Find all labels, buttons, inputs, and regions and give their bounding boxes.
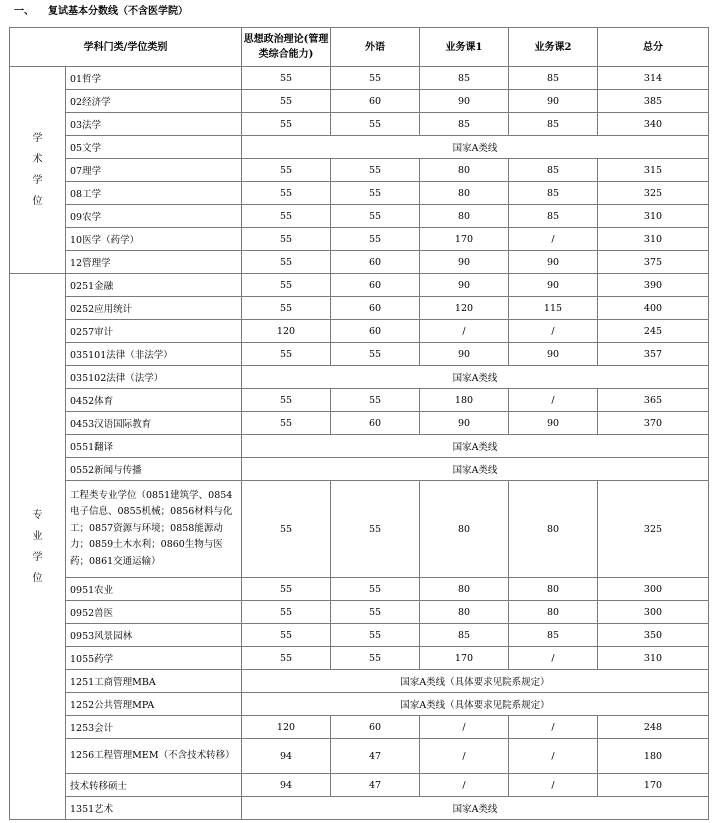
score-cell: / xyxy=(509,739,598,774)
table-row xyxy=(10,458,709,481)
score-cell: 60 xyxy=(331,412,420,435)
score-cell: 170 xyxy=(420,228,509,251)
table-row xyxy=(10,205,709,228)
score-cell: 55 xyxy=(242,601,331,624)
score-cell: 55 xyxy=(242,228,331,251)
score-cell: 115 xyxy=(509,297,598,320)
score-cell: 55 xyxy=(242,647,331,670)
score-table xyxy=(9,27,709,820)
header-course2: 业务课2 xyxy=(509,28,598,67)
score-cell: 55 xyxy=(331,228,420,251)
table-row xyxy=(10,182,709,205)
section-heading xyxy=(14,2,188,22)
score-cell: 180 xyxy=(420,389,509,412)
subject-cell: 1351艺术 xyxy=(66,797,242,820)
table-row xyxy=(10,578,709,601)
score-cell: 55 xyxy=(242,67,331,90)
table-row xyxy=(10,113,709,136)
score-cell: 55 xyxy=(331,205,420,228)
subject-cell: 1251工商管理MBA xyxy=(66,670,242,693)
subject-cell: 1253会计 xyxy=(66,716,242,739)
subject-text: 1256工程管理MEM（不含技术转移） xyxy=(70,750,235,761)
header-row xyxy=(10,28,709,67)
table-row xyxy=(10,797,709,820)
score-cell: 90 xyxy=(420,251,509,274)
score-cell: 300 xyxy=(598,601,709,624)
score-cell: 80 xyxy=(420,205,509,228)
note-cell: 国家A类线 xyxy=(242,435,709,458)
score-cell: 55 xyxy=(242,159,331,182)
score-cell: 55 xyxy=(242,343,331,366)
score-cell: 80 xyxy=(420,578,509,601)
score-cell: 55 xyxy=(242,481,331,578)
score-cell: 55 xyxy=(331,578,420,601)
score-cell: 60 xyxy=(331,274,420,297)
score-cell: 300 xyxy=(598,578,709,601)
score-cell: 47 xyxy=(331,774,420,797)
score-cell: 314 xyxy=(598,67,709,90)
score-cell: 315 xyxy=(598,159,709,182)
score-cell: 400 xyxy=(598,297,709,320)
score-cell: 90 xyxy=(420,412,509,435)
subject-cell: 03法学 xyxy=(66,113,242,136)
subject-cell: 0551翻译 xyxy=(66,435,242,458)
score-cell: 60 xyxy=(331,90,420,113)
table-row xyxy=(10,601,709,624)
score-cell: 340 xyxy=(598,113,709,136)
score-cell: 55 xyxy=(331,67,420,90)
subject-cell: 0952兽医 xyxy=(66,601,242,624)
score-cell: 325 xyxy=(598,182,709,205)
score-cell: 55 xyxy=(242,251,331,274)
subject-cell: 05文学 xyxy=(66,136,242,159)
score-cell: / xyxy=(509,774,598,797)
score-cell: 55 xyxy=(242,90,331,113)
score-cell: 60 xyxy=(331,251,420,274)
note-cell: 国家A类线 xyxy=(242,136,709,159)
subject-cell: 0252应用统计 xyxy=(66,297,242,320)
score-cell: 120 xyxy=(242,320,331,343)
subject-cell: 工程类专业学位（0851建筑学、0854电子信息、0855机械；0856材料与化工；0857资源与环境；0858能源动力；0859土木水利；0860生物与医药；0861交通运输） xyxy=(66,481,242,578)
score-cell: 310 xyxy=(598,205,709,228)
score-cell: 90 xyxy=(420,274,509,297)
subject-cell: 12管理学 xyxy=(66,251,242,274)
table-row xyxy=(10,228,709,251)
score-cell: 80 xyxy=(420,182,509,205)
score-cell: 85 xyxy=(420,67,509,90)
table-row xyxy=(10,435,709,458)
subject-cell: 08工学 xyxy=(66,182,242,205)
score-cell: 55 xyxy=(331,182,420,205)
score-cell: 90 xyxy=(420,343,509,366)
score-cell: 60 xyxy=(331,297,420,320)
table-row xyxy=(10,739,709,774)
score-cell: 55 xyxy=(331,481,420,578)
score-cell: 85 xyxy=(509,67,598,90)
score-cell: 85 xyxy=(509,624,598,647)
score-cell: 350 xyxy=(598,624,709,647)
score-cell: 80 xyxy=(509,578,598,601)
subject-cell: 0251金融 xyxy=(66,274,242,297)
score-cell: 90 xyxy=(420,90,509,113)
score-cell: 85 xyxy=(420,113,509,136)
score-cell: 385 xyxy=(598,90,709,113)
score-cell: 357 xyxy=(598,343,709,366)
score-cell: 90 xyxy=(509,274,598,297)
score-cell: 120 xyxy=(420,297,509,320)
score-cell: 55 xyxy=(242,624,331,647)
score-cell: 60 xyxy=(331,320,420,343)
score-cell: 94 xyxy=(242,739,331,774)
subject-cell: 035102法律（法学） xyxy=(66,366,242,389)
score-cell: 245 xyxy=(598,320,709,343)
score-cell: 170 xyxy=(420,647,509,670)
table-row xyxy=(10,716,709,739)
table-row xyxy=(10,389,709,412)
score-cell: 55 xyxy=(331,624,420,647)
score-cell: 180 xyxy=(598,739,709,774)
subject-cell: 10医学（药学） xyxy=(66,228,242,251)
score-cell: 170 xyxy=(598,774,709,797)
subject-cell: 09农学 xyxy=(66,205,242,228)
score-cell: 55 xyxy=(331,601,420,624)
score-cell: 370 xyxy=(598,412,709,435)
subject-cell: 0953风景园林 xyxy=(66,624,242,647)
score-cell: / xyxy=(420,774,509,797)
subject-cell: 0452体育 xyxy=(66,389,242,412)
score-cell: 55 xyxy=(242,205,331,228)
score-cell: 94 xyxy=(242,774,331,797)
table-row xyxy=(10,159,709,182)
score-cell: 80 xyxy=(509,481,598,578)
group-professional xyxy=(10,274,66,820)
score-cell: 55 xyxy=(331,647,420,670)
score-cell: 60 xyxy=(331,716,420,739)
table-row xyxy=(10,624,709,647)
group-label: 学术学位 xyxy=(32,133,43,207)
score-cell: 90 xyxy=(509,90,598,113)
score-cell: 85 xyxy=(420,624,509,647)
table-row xyxy=(10,274,709,297)
score-cell: 80 xyxy=(420,481,509,578)
table-row xyxy=(10,90,709,113)
subject-cell: 0257审计 xyxy=(66,320,242,343)
score-cell: 47 xyxy=(331,739,420,774)
score-cell: / xyxy=(420,716,509,739)
header-total: 总分 xyxy=(598,28,709,67)
score-cell: 80 xyxy=(509,601,598,624)
score-cell: / xyxy=(420,320,509,343)
subject-cell: 1252公共管理MPA xyxy=(66,693,242,716)
note-cell: 国家A类线（具体要求见院系规定） xyxy=(242,670,709,693)
score-cell: 390 xyxy=(598,274,709,297)
score-cell: / xyxy=(509,716,598,739)
score-cell: 55 xyxy=(242,113,331,136)
table-row xyxy=(10,136,709,159)
score-cell: 90 xyxy=(509,412,598,435)
score-cell: 85 xyxy=(509,113,598,136)
subject-cell: 技术转移硕士 xyxy=(66,774,242,797)
score-cell: 55 xyxy=(242,297,331,320)
score-cell: 55 xyxy=(242,578,331,601)
table-row xyxy=(10,647,709,670)
score-cell: 85 xyxy=(509,159,598,182)
table-row xyxy=(10,693,709,716)
subject-cell: 01哲学 xyxy=(66,67,242,90)
score-cell: 248 xyxy=(598,716,709,739)
score-cell: / xyxy=(509,389,598,412)
note-cell: 国家A类线 xyxy=(242,366,709,389)
subject-cell xyxy=(66,739,242,774)
group-label: 专业学位 xyxy=(32,509,43,584)
subject-cell: 0453汉语国际教育 xyxy=(66,412,242,435)
table-row xyxy=(10,67,709,90)
score-cell: 80 xyxy=(420,159,509,182)
note-cell: 国家A类线 xyxy=(242,458,709,481)
score-cell: 310 xyxy=(598,647,709,670)
score-cell: 90 xyxy=(509,343,598,366)
subject-cell: 07理学 xyxy=(66,159,242,182)
score-cell: 55 xyxy=(331,159,420,182)
table-row xyxy=(10,481,709,578)
score-cell: 55 xyxy=(242,412,331,435)
table-row xyxy=(10,251,709,274)
table-row xyxy=(10,412,709,435)
score-cell: 55 xyxy=(242,182,331,205)
score-cell: 325 xyxy=(598,481,709,578)
header-subject: 学科门类/学位类别 xyxy=(10,28,242,67)
note-cell: 国家A类线 xyxy=(242,797,709,820)
subject-cell: 0552新闻与传播 xyxy=(66,458,242,481)
header-course1: 业务课1 xyxy=(420,28,509,67)
score-cell: 375 xyxy=(598,251,709,274)
score-cell: / xyxy=(509,647,598,670)
subject-cell: 0951农业 xyxy=(66,578,242,601)
table-row xyxy=(10,366,709,389)
table-row xyxy=(10,320,709,343)
score-cell: 55 xyxy=(242,274,331,297)
score-cell: / xyxy=(509,320,598,343)
table-row xyxy=(10,343,709,366)
section-title: 复试基本分数线（不含医学院） xyxy=(48,6,188,17)
table-row xyxy=(10,774,709,797)
note-cell: 国家A类线（具体要求见院系规定） xyxy=(242,693,709,716)
score-cell: / xyxy=(509,228,598,251)
subject-cell: 035101法律（非法学） xyxy=(66,343,242,366)
table-row xyxy=(10,670,709,693)
score-cell: 120 xyxy=(242,716,331,739)
section-number: 一、 xyxy=(14,6,34,17)
score-cell: 55 xyxy=(331,113,420,136)
score-cell: 365 xyxy=(598,389,709,412)
header-politics: 思想政治理论(管理类综合能力) xyxy=(242,28,331,67)
subject-cell: 1055药学 xyxy=(66,647,242,670)
subject-cell: 02经济学 xyxy=(66,90,242,113)
score-cell: 90 xyxy=(509,251,598,274)
group-academic xyxy=(10,67,66,274)
score-cell: 55 xyxy=(331,343,420,366)
score-cell: 55 xyxy=(242,389,331,412)
score-cell: 55 xyxy=(331,389,420,412)
score-cell: 80 xyxy=(420,601,509,624)
score-cell: 85 xyxy=(509,205,598,228)
score-cell: 85 xyxy=(509,182,598,205)
score-cell: 310 xyxy=(598,228,709,251)
header-foreign: 外语 xyxy=(331,28,420,67)
table-row xyxy=(10,297,709,320)
score-cell: / xyxy=(420,739,509,774)
